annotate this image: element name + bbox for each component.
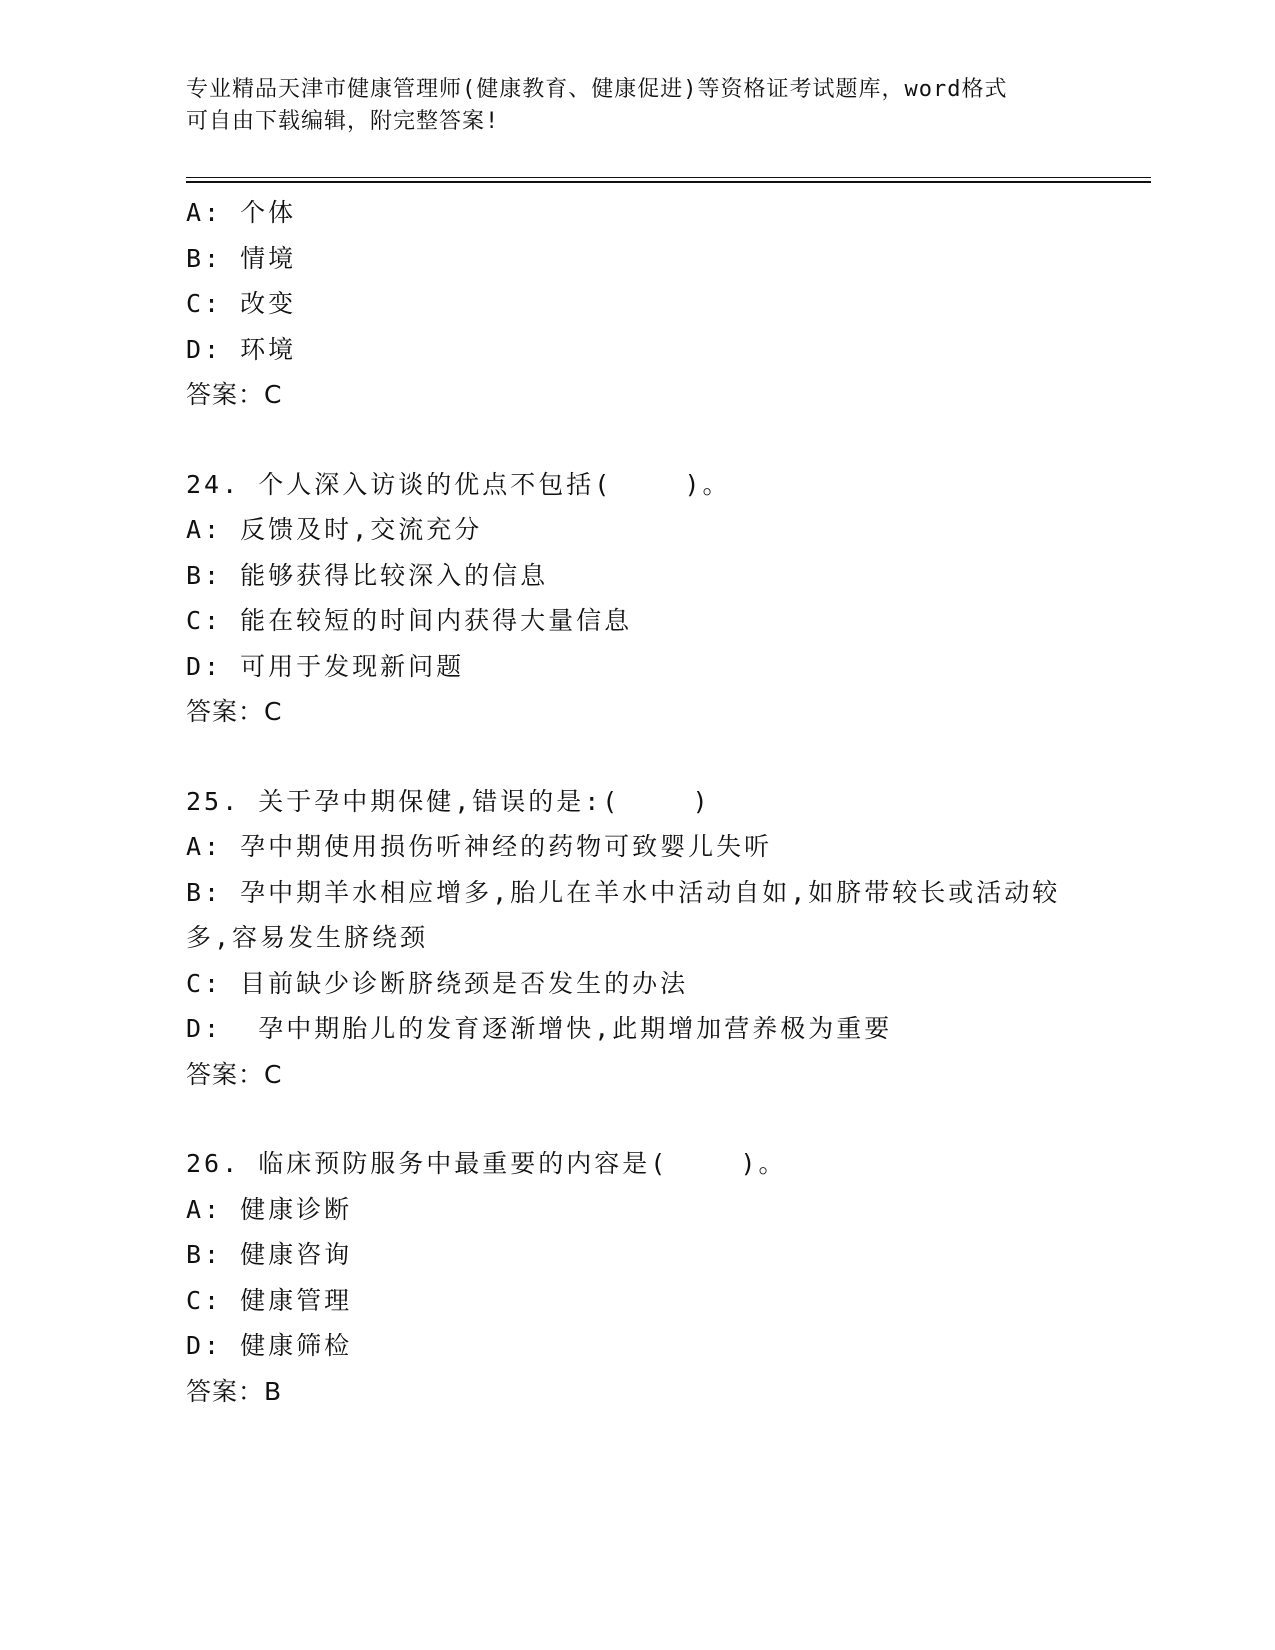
header-line-2: 可自由下载编辑，附完整答案! [186,109,500,134]
option-b: B: 孕中期羊水相应增多,胎儿在羊水中活动自如,如脐带较长或活动较多,容易发生脐绕颈 [186,877,1061,952]
option-c: C: 改变 [186,289,297,318]
question-list [186,190,1106,1414]
spacer [186,735,1106,779]
header-divider-bottom [186,181,1151,183]
option-a: A: 反馈及时,交流充分 [186,515,483,544]
document-header [186,74,1066,138]
option-d: D: 可用于发现新问题 [186,651,465,681]
option-c: C: 健康管理 [186,1285,353,1315]
answer: 答案：C [186,380,283,409]
spacer [186,418,1106,462]
question-25 [186,779,1106,1098]
option-c: C: 能在较短的时间内获得大量信息 [186,606,633,635]
option-a: A: 个体 [186,198,297,227]
question-24 [186,462,1106,735]
header-divider-top [186,177,1151,178]
option-c: C: 目前缺少诊断脐绕颈是否发生的办法 [186,968,689,998]
option-d: D: 环境 [186,334,297,364]
question-stem: 26. 临床预防服务中最重要的内容是( )。 [186,1149,787,1178]
question-stem: 25. 关于孕中期保健,错误的是:( ) [186,786,711,816]
option-b: B: 健康咨询 [186,1240,353,1269]
answer: 答案：B [186,1376,283,1406]
question-stem: 24. 个人深入访谈的优点不包括( )。 [186,469,731,499]
question-23 [186,190,1106,418]
option-d: D: 孕中期胎儿的发育逐渐增快,此期增加营养极为重要 [186,1014,893,1043]
answer: 答案：C [186,1059,283,1089]
option-a: A: 健康诊断 [186,1194,353,1224]
header-line-1: 专业精品天津市健康管理师(健康教育、健康促进)等资格证考试题库，word格式 [186,77,1008,102]
question-26 [186,1141,1106,1414]
option-d: D: 健康筛检 [186,1331,353,1360]
option-a: A: 孕中期使用损伤听神经的药物可致婴儿失听 [186,832,773,861]
spacer [186,1097,1106,1141]
answer: 答案：C [186,697,283,726]
option-b: B: 能够获得比较深入的信息 [186,560,549,590]
option-b: B: 情境 [186,243,297,273]
